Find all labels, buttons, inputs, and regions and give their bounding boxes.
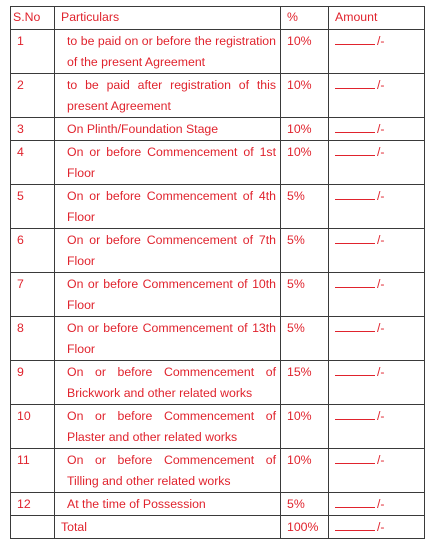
amount-suffix: /- bbox=[377, 233, 385, 247]
amount-blank[interactable] bbox=[335, 275, 375, 288]
row-sno: 12 bbox=[11, 493, 55, 516]
amount-blank[interactable] bbox=[335, 518, 375, 531]
row-amount[interactable] bbox=[329, 229, 425, 273]
amount-suffix: /- bbox=[377, 189, 385, 203]
row-particulars: On or before Commencement of Plaster and other related works bbox=[55, 405, 281, 449]
header-amount: Amount bbox=[329, 7, 425, 30]
row-particulars: On or before Commencement of Tilling and other related works bbox=[55, 449, 281, 493]
row-sno: 8 bbox=[11, 317, 55, 361]
row-particulars: to be paid on or before the registration of the present Agreement bbox=[55, 30, 281, 74]
table-row bbox=[11, 361, 425, 405]
row-amount[interactable] bbox=[329, 449, 425, 493]
row-percent: 10% bbox=[281, 118, 329, 141]
payment-schedule-table bbox=[10, 6, 425, 539]
table-row bbox=[11, 317, 425, 361]
table-row bbox=[11, 493, 425, 516]
amount-blank[interactable] bbox=[335, 187, 375, 200]
amount-blank[interactable] bbox=[335, 407, 375, 420]
amount-blank[interactable] bbox=[335, 32, 375, 45]
row-amount[interactable] bbox=[329, 30, 425, 74]
table-row bbox=[11, 405, 425, 449]
row-percent: 10% bbox=[281, 30, 329, 74]
row-particulars: On or before Commencement of 13th Floor bbox=[55, 317, 281, 361]
row-amount[interactable] bbox=[329, 317, 425, 361]
row-sno: 11 bbox=[11, 449, 55, 493]
header-particulars: Particulars bbox=[55, 7, 281, 30]
row-sno: 1 bbox=[11, 30, 55, 74]
amount-suffix: /- bbox=[377, 453, 385, 467]
row-amount[interactable] bbox=[329, 361, 425, 405]
row-particulars: On or before Commencement of 10th Floor bbox=[55, 273, 281, 317]
row-particulars: On or before Commencement of 4th Floor bbox=[55, 185, 281, 229]
row-amount[interactable] bbox=[329, 273, 425, 317]
row-amount[interactable] bbox=[329, 118, 425, 141]
row-sno: 2 bbox=[11, 74, 55, 118]
row-percent: 10% bbox=[281, 405, 329, 449]
row-particulars: On or before Commencement of Brickwork and other related works bbox=[55, 361, 281, 405]
table-row bbox=[11, 30, 425, 74]
table-row bbox=[11, 74, 425, 118]
amount-blank[interactable] bbox=[335, 143, 375, 156]
amount-suffix: /- bbox=[377, 145, 385, 159]
row-amount[interactable] bbox=[329, 493, 425, 516]
amount-blank[interactable] bbox=[335, 120, 375, 133]
row-sno: 7 bbox=[11, 273, 55, 317]
amount-blank[interactable] bbox=[335, 451, 375, 464]
table-row bbox=[11, 141, 425, 185]
amount-suffix: /- bbox=[377, 321, 385, 335]
row-percent: 10% bbox=[281, 74, 329, 118]
row-sno: 10 bbox=[11, 405, 55, 449]
table-row bbox=[11, 273, 425, 317]
row-particulars: to be paid after registration of this present Agreement bbox=[55, 74, 281, 118]
total-amount[interactable] bbox=[329, 516, 425, 539]
amount-suffix: /- bbox=[377, 277, 385, 291]
row-particulars: On or before Commencement of 7th Floor bbox=[55, 229, 281, 273]
row-amount[interactable] bbox=[329, 74, 425, 118]
total-sno bbox=[11, 516, 55, 539]
amount-blank[interactable] bbox=[335, 231, 375, 244]
row-percent: 15% bbox=[281, 361, 329, 405]
row-percent: 5% bbox=[281, 185, 329, 229]
amount-blank[interactable] bbox=[335, 76, 375, 89]
row-sno: 9 bbox=[11, 361, 55, 405]
row-percent: 10% bbox=[281, 449, 329, 493]
amount-suffix: /- bbox=[377, 409, 385, 423]
header-sno: S.No bbox=[11, 7, 55, 30]
row-particulars: At the time of Possession bbox=[55, 493, 281, 516]
row-sno: 4 bbox=[11, 141, 55, 185]
row-amount[interactable] bbox=[329, 405, 425, 449]
row-percent: 10% bbox=[281, 141, 329, 185]
row-percent: 5% bbox=[281, 229, 329, 273]
table-total-row bbox=[11, 516, 425, 539]
header-percent: % bbox=[281, 7, 329, 30]
row-percent: 5% bbox=[281, 493, 329, 516]
row-amount[interactable] bbox=[329, 185, 425, 229]
row-percent: 5% bbox=[281, 317, 329, 361]
total-percent: 100% bbox=[281, 516, 329, 539]
amount-suffix: /- bbox=[377, 365, 385, 379]
amount-blank[interactable] bbox=[335, 363, 375, 376]
amount-blank[interactable] bbox=[335, 319, 375, 332]
row-sno: 3 bbox=[11, 118, 55, 141]
row-particulars: On or before Commencement of 1st Floor bbox=[55, 141, 281, 185]
amount-suffix: /- bbox=[377, 520, 385, 534]
amount-suffix: /- bbox=[377, 34, 385, 48]
amount-blank[interactable] bbox=[335, 495, 375, 508]
table-row bbox=[11, 118, 425, 141]
table-row bbox=[11, 449, 425, 493]
row-particulars: On Plinth/Foundation Stage bbox=[55, 118, 281, 141]
table-row bbox=[11, 229, 425, 273]
row-amount[interactable] bbox=[329, 141, 425, 185]
amount-suffix: /- bbox=[377, 78, 385, 92]
row-percent: 5% bbox=[281, 273, 329, 317]
row-sno: 6 bbox=[11, 229, 55, 273]
row-sno: 5 bbox=[11, 185, 55, 229]
payment-schedule bbox=[10, 6, 425, 539]
table-row bbox=[11, 185, 425, 229]
amount-suffix: /- bbox=[377, 122, 385, 136]
amount-suffix: /- bbox=[377, 497, 385, 511]
table-header-row bbox=[11, 7, 425, 30]
total-label: Total bbox=[55, 516, 281, 539]
